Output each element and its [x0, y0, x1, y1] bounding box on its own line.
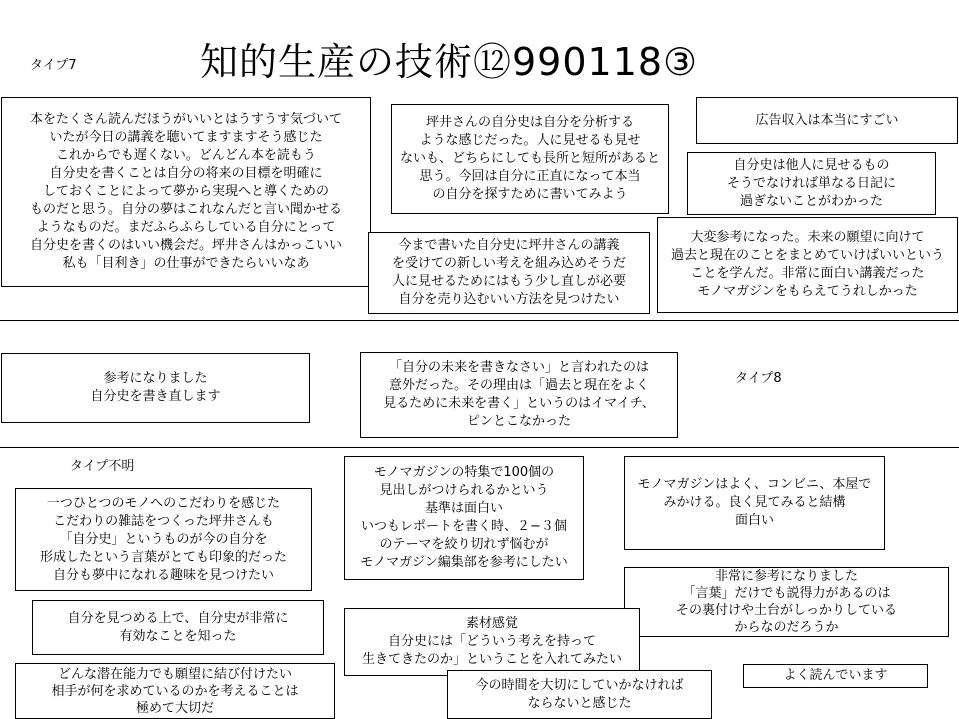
- comment-text: 広告収入は本当にすごい: [755, 112, 899, 128]
- comment-note: [368, 232, 650, 314]
- comment-note: [687, 152, 936, 215]
- comment-text: 一つひとつのモノへのこだわりを感じた こだわりの雑誌をつくった坪井さんも 「自分史」というものが今の自分を 形成したという言葉がとても印象的だった 自分も夢中になれる趣味を見つけたい: [39, 495, 287, 583]
- comment-text: 非常に参考になりました 「言葉」だけでも説得力があるのは その裏付けや土台がしっかりしている からなのだろうか: [675, 569, 897, 635]
- section-divider-2: [0, 447, 959, 448]
- comment-note: [696, 97, 958, 144]
- comment-text: 自分を見つめる上で、自分史が非常に 有効なことを知った: [67, 610, 289, 644]
- page-title: 知的生産の技術⑫990118③: [200, 40, 699, 84]
- comment-text: モノマガジンの特集で100個の 見出しがつけられるかという 基準は面白い いつもレポートを書く時、２−３個 のテーマを絞り切れず悩むが モノマガジン編集部を参考にしたい: [360, 465, 568, 570]
- type7-label: タイプ7: [30, 58, 77, 73]
- comment-note: [743, 664, 928, 688]
- comment-text: 今の時間を大切にしていかなければ ならないと感じた: [475, 677, 684, 711]
- comment-note: [657, 217, 958, 313]
- comment-note: [32, 600, 324, 655]
- comment-text: 参考になりました 自分史を書き直します: [90, 371, 221, 404]
- comment-note: [1, 97, 371, 287]
- comment-text: 「自分の未来を書きなさい」と言われたのは 意外だった。その理由は「過去と現在をよく 見るために未来を書く」というのはイマイチ、 ピンとこなかった: [383, 360, 655, 429]
- comment-note: [624, 456, 885, 550]
- comment-note: [360, 352, 678, 438]
- comment-text: 今まで書いた自分史に坪井さんの講義 を受けての新しい考えを組み込めそうだ 人に見せるためにはもう少し直しが必要 自分を売り込むいい方法を見つけたい: [391, 238, 626, 307]
- comment-note: [624, 567, 949, 637]
- comment-text: 自分史は他人に見せるもの そうでなければ単なる日記に 過ぎないことがわかった: [726, 157, 896, 209]
- comment-note: [15, 663, 335, 719]
- comment-text: よく読んでいます: [783, 668, 888, 683]
- comment-text: どんな潜在能力でも願望に結び付けたい 相手が何を求めているのかを考えることは 極めて大切だ: [51, 666, 299, 716]
- comment-note: [15, 488, 312, 591]
- comment-note: [1, 353, 310, 423]
- comment-note: [391, 104, 669, 214]
- type-unknown-label: タイプ不明: [70, 459, 135, 474]
- section-divider-1: [0, 320, 959, 321]
- comment-text: 坪井さんの自分史は自分を分析する ような感じだった。人に見せるも見せ ないも、どちらにしても長所と短所があると 思う。今回は自分に正直になって本当 の自分を探すために書いてみよう: [399, 115, 660, 202]
- comment-text: モノマガジンはよく、コンビニ、本屋で みかける。良く見てみると結構 面白い: [637, 477, 872, 528]
- comment-text: 本をたくさん読んだほうがいいとはうすうす気づいて いたが今日の講義を聴いてますますそう感じた これからでも遅くない。どんどん本を読もう 自分史を書くことは自分の将来の目標を明確に しておくことによって夢から実現へと導くための ものだと思う。自分の夢はこれなんだと言い聞かせる ようなものだ。まだふらふらしている自分にとって 自分史を書くのはいい機会だ。坪井さんはかっこいい 私も「目利き」の仕事ができたらいいなあ: [29, 112, 342, 271]
- comment-text: 大変参考になった。未来の願望に向けて 過去と現在のことをまとめていけばいいという ことを学んだ。非常に面白い講義だった モノマガジンをもらえてうれしかった: [670, 230, 944, 299]
- type8-label: タイプ8: [735, 371, 782, 386]
- comment-note: [447, 670, 712, 719]
- comment-note: [344, 608, 640, 676]
- comment-text: 素材感覚 自分史には「どういう考えを持って 生きてきたのか」ということを入れてみたい: [361, 616, 622, 667]
- comment-note: [344, 456, 584, 580]
